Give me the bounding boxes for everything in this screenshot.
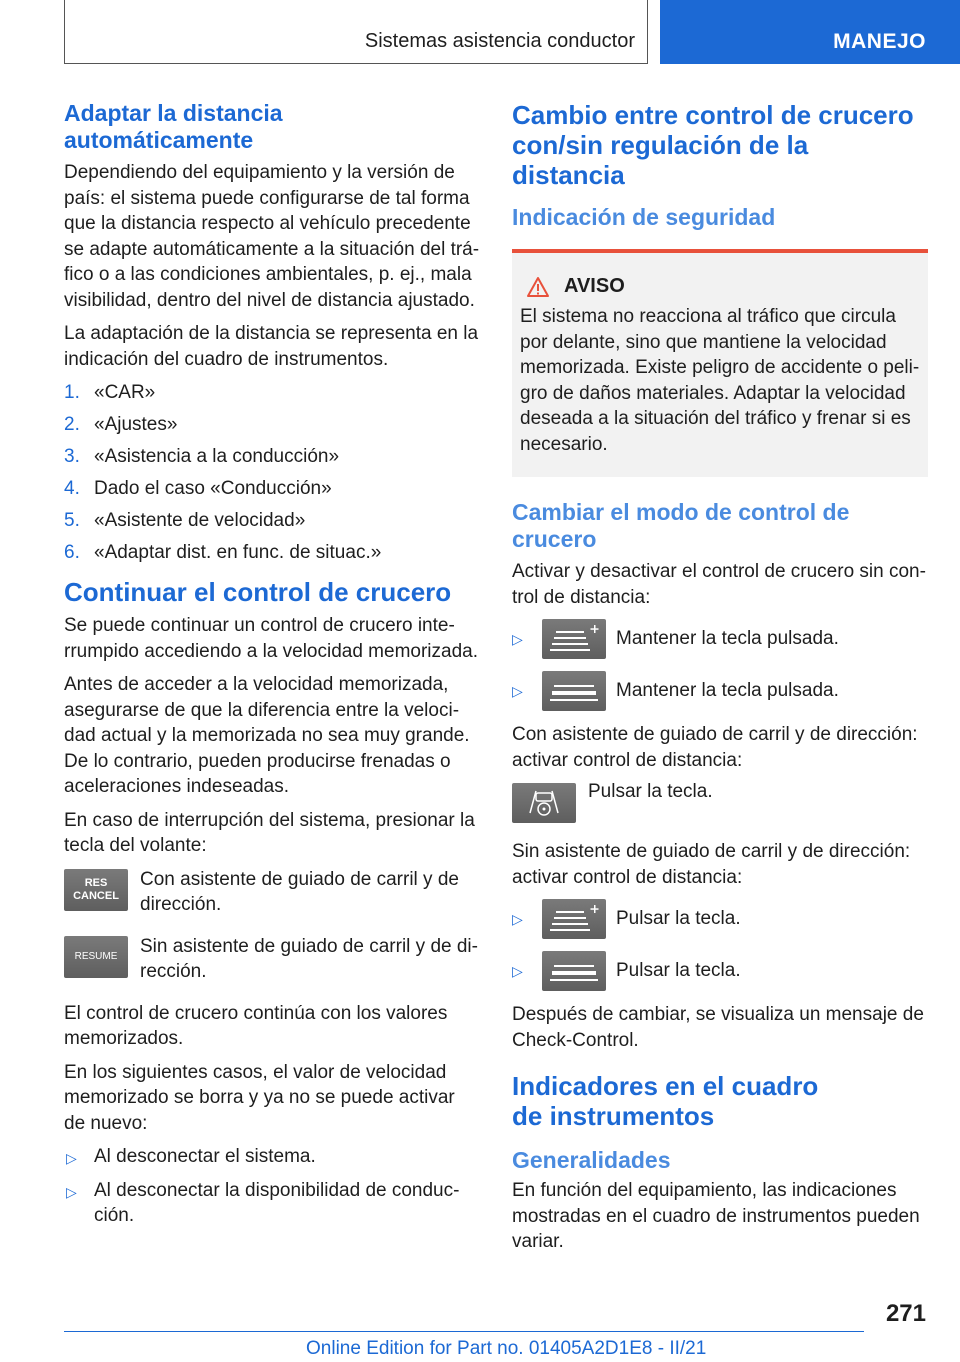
mode-row: ▷ Mantener la tecla pulsada. bbox=[512, 618, 928, 660]
paragraph: En función del equipamiento, las indicaciones mostradas en el cuadro de instrumentos pueden variar. bbox=[512, 1180, 920, 1252]
key-res-cancel-row: RES CANCEL Con asistente de guiado de carril y de dirección. bbox=[64, 867, 480, 918]
heading-generalidades: Generalidades bbox=[512, 1147, 671, 1173]
paragraph: Dependiendo del equipamiento y la versión de país: el sistema puede configurarse de tal forma que la distancia respecto al vehículo precedente se adapte automáticamente a la situación del tráfico o a las condiciones ambientales, p. ej., mala visibilidad, dentro del nivel de distancia ajustado. bbox=[64, 162, 480, 311]
triangle-bullet-icon: ▷ bbox=[512, 630, 523, 647]
resume-key-icon: RESUME bbox=[64, 936, 128, 978]
warning-box bbox=[512, 249, 928, 477]
footer-edition: Online Edition for Part no. 01405A2D1E8 - II/21 bbox=[306, 1338, 707, 1359]
paragraph: La adaptación de la distancia se representa en la indicación del cuadro de instrumentos. bbox=[64, 323, 479, 370]
steps-list bbox=[64, 380, 480, 565]
heading-adaptar-distancia: Adaptar la distancia automáticamente bbox=[64, 100, 283, 153]
heading-cambio-control: Cambio entre control de crucero con/sin regulación de la distancia bbox=[512, 100, 914, 190]
triangle-bullet-icon: ▷ bbox=[512, 910, 523, 927]
list-item: 2. «Ajustes» bbox=[64, 414, 178, 435]
paragraph: El control de crucero continúa con los valores memorizados. bbox=[64, 1002, 448, 1049]
triangle-bullet-icon: ▷ bbox=[512, 682, 523, 699]
heading-cambiar-modo: Cambiar el modo de control de crucero bbox=[512, 499, 850, 552]
paragraph: Después de cambiar, se visualiza un mensaje de Check-Control. bbox=[512, 1004, 924, 1051]
list-item: 3. «Asistencia a la conducción» bbox=[64, 446, 340, 467]
warning-triangle-icon bbox=[526, 276, 550, 298]
paragraph: En caso de interrupción del sistema, presionar la tecla del volante: bbox=[64, 809, 475, 856]
chapter-tab-label: MANEJO bbox=[833, 30, 926, 53]
res-cancel-key-icon: RES CANCEL bbox=[64, 869, 128, 911]
warning-header: AVISO bbox=[520, 275, 920, 298]
heading-indicacion-seguridad: Indicación de seguridad bbox=[512, 204, 776, 230]
triangle-bullet-icon: ▷ bbox=[66, 1150, 77, 1166]
paragraph: Sin asistente de guiado de carril y de dirección: activar control de distancia: bbox=[512, 841, 911, 888]
bullet-list bbox=[64, 1144, 480, 1229]
lane-assist-key-row: Pulsar la tecla. bbox=[512, 781, 928, 827]
key-resume-row: RESUME Sin asistente de guiado de carril y de dirección. bbox=[64, 934, 480, 985]
list-item: 5. «Asistente de velocidad» bbox=[64, 510, 306, 531]
distance-key-icon bbox=[542, 671, 606, 711]
list-item: 4. Dado el caso «Conducción» bbox=[64, 478, 332, 499]
mode-row: ▷ Mantener la tecla pulsada. bbox=[512, 670, 928, 712]
paragraph: Antes de acceder a la velocidad memorizada, asegurarse de que la diferencia entre la velocidad actual y la memorizada no sea muy grande. De lo contrario, pueden producirse frenadas o aceleraciones indeseadas. bbox=[64, 674, 470, 797]
triangle-bullet-icon: ▷ bbox=[512, 962, 523, 979]
section-title: Sistemas asistencia conductor bbox=[364, 30, 635, 52]
distance-plus-key-icon bbox=[542, 899, 606, 939]
paragraph: Se puede continuar un control de crucero interrumpido accediendo a la velocidad memorizada. bbox=[64, 615, 479, 662]
distance-plus-key-icon bbox=[542, 619, 606, 659]
list-item: ▷ Al desconectar el sistema. bbox=[64, 1144, 480, 1170]
footer-divider bbox=[64, 1331, 864, 1332]
paragraph: Activar y desactivar el control de crucero sin control de distancia: bbox=[512, 561, 926, 608]
triangle-bullet-icon: ▷ bbox=[66, 1183, 77, 1200]
mode-row: ▷ Pulsar la tecla. bbox=[512, 950, 928, 992]
heading-indicadores: Indicadores en el cuadro de instrumentos bbox=[512, 1071, 819, 1131]
mode-row: ▷ Pulsar la tecla. bbox=[512, 898, 928, 940]
list-item: 1. «CAR» bbox=[64, 382, 156, 403]
distance-key-icon bbox=[542, 951, 606, 991]
chapter-tab[interactable] bbox=[660, 0, 960, 64]
page-number: 271 bbox=[885, 1300, 926, 1327]
paragraph: Con asistente de guiado de carril y de dirección: activar control de distancia: bbox=[512, 724, 918, 771]
paragraph: En los siguientes casos, el valor de velocidad memorizado se borra y ya no se puede activar de nuevo: bbox=[64, 1061, 455, 1134]
left-column bbox=[64, 100, 480, 1237]
header-frame bbox=[64, 0, 648, 64]
list-item: 6. «Adaptar dist. en func. de situac.» bbox=[64, 542, 382, 563]
right-column bbox=[512, 100, 928, 1263]
lane-assist-steering-key-icon bbox=[512, 783, 576, 823]
warning-text: El sistema no reacciona al tráfico que circula por delante, sino que mantiene la velocidad memorizada. Existe peligro de accidente o peligro de daños materiales. Adaptar la velocidad deseada a la situación del tráfico y frenar si es necesario. bbox=[520, 306, 920, 455]
list-item: ▷ Al desconectar la disponibilidad de conducción. bbox=[66, 1179, 460, 1226]
heading-continuar-control: Continuar el control de crucero bbox=[64, 577, 452, 607]
